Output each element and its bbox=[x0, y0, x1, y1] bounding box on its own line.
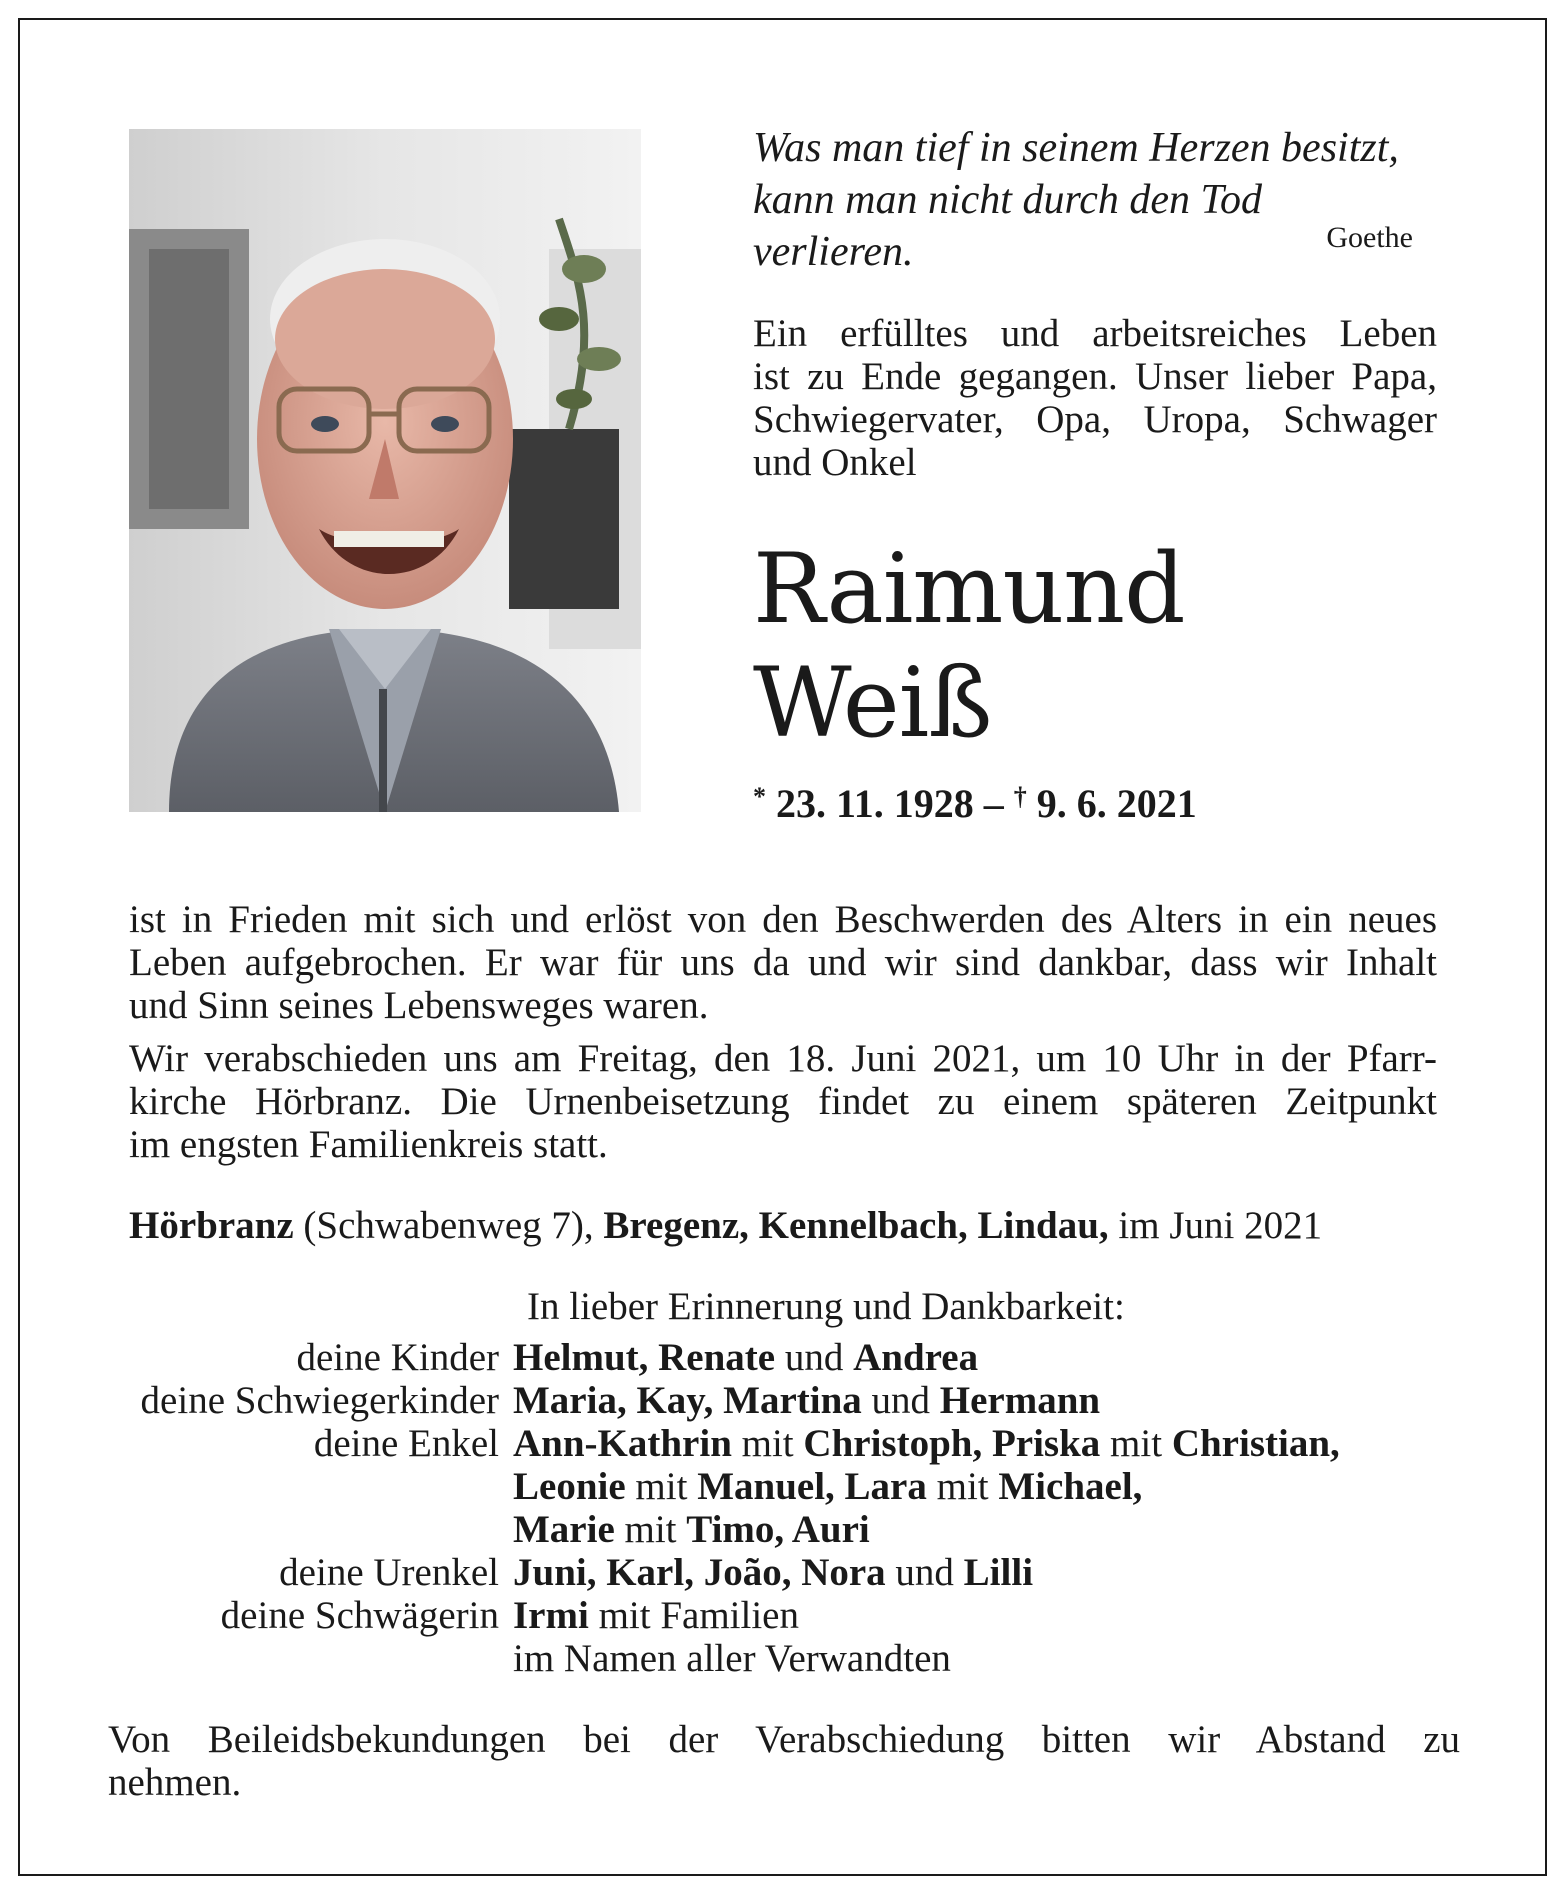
mourners-row-enkel-2 bbox=[90, 1465, 1470, 1508]
intro-line-4: und Onkel bbox=[753, 441, 917, 484]
schwaegerin-name: Irmi bbox=[513, 1594, 589, 1637]
intro-line-3: Schwiegervater, Opa, Uropa, Schwager bbox=[753, 398, 1437, 441]
deceased-name bbox=[753, 532, 1185, 760]
enkel-mit: mit bbox=[1100, 1422, 1172, 1465]
schwaegerin-rest: mit Familien bbox=[588, 1594, 799, 1637]
urenkel-names-b: Lilli bbox=[963, 1551, 1034, 1594]
paragraph-1-line-3: und Sinn seines Lebensweges waren. bbox=[129, 984, 709, 1027]
enkel-name: Timo, Auri bbox=[686, 1508, 870, 1551]
enkel-mit: mit bbox=[614, 1508, 687, 1551]
birth-symbol: * bbox=[753, 782, 766, 811]
urenkel-und: und bbox=[885, 1551, 964, 1594]
first-name: Raimund bbox=[753, 533, 1185, 645]
mourners-row-schwiegerkinder bbox=[90, 1379, 1470, 1422]
closing-note bbox=[108, 1718, 1460, 1804]
place-other-towns: Bregenz, Kennelbach, Lindau, bbox=[603, 1204, 1109, 1247]
urenkel-names-a: Juni, Karl, João, Nora bbox=[513, 1551, 886, 1594]
date-separator: – bbox=[973, 781, 1014, 826]
paragraph-1-line-2: Leben aufgebrochen. Er war für uns da und wir sind dankbar, dass wir Inhalt bbox=[129, 941, 1437, 984]
enkel-name: Christian, bbox=[1171, 1422, 1340, 1465]
birth-date: 23. 11. 1928 bbox=[776, 781, 974, 826]
closing-line-1: Von Beileidsbekundungen bei der Verabschiedung bitten wir Abstand zu bbox=[108, 1718, 1460, 1761]
portrait-photo bbox=[129, 129, 641, 812]
schwiegerkinder-names-b: Hermann bbox=[939, 1379, 1101, 1422]
schwiegerkinder-label: deine Schwiegerkinder bbox=[140, 1379, 499, 1422]
enkel-label: deine Enkel bbox=[313, 1422, 499, 1465]
enkel-mit: mit bbox=[926, 1465, 999, 1508]
quote-line-1: Was man tief in seinem Herzen besitzt, bbox=[753, 125, 1399, 171]
urenkel-label: deine Urenkel bbox=[279, 1551, 499, 1594]
place-address: (Schwabenweg 7), bbox=[293, 1204, 604, 1247]
enkel-name: Christoph, Priska bbox=[803, 1422, 1101, 1465]
paragraph-2-line-1: Wir verabschieden uns am Freitag, den 18. Juni 2021, um 10 Uhr in der Pfarr- bbox=[129, 1037, 1437, 1080]
mourners-row-schwaegerin bbox=[90, 1594, 1470, 1637]
closing-line-2: nehmen. bbox=[108, 1761, 242, 1804]
schwiegerkinder-names-a: Maria, Kay, Martina bbox=[513, 1379, 862, 1422]
mourners-row-kinder bbox=[90, 1336, 1470, 1379]
enkel-name: Manuel, Lara bbox=[697, 1465, 927, 1508]
death-symbol: † bbox=[1013, 782, 1027, 811]
paragraph-2-line-2: kirche Hörbranz. Die Urnenbeisetzung findet zu einem späteren Zeitpunkt bbox=[129, 1080, 1437, 1123]
paragraph-1-line-1: ist in Frieden mit sich und erlöst von den Beschwerden des Alters in ein neues bbox=[129, 898, 1437, 941]
last-name: Weiß bbox=[753, 647, 992, 759]
intro-text bbox=[753, 312, 1437, 484]
intro-line-1: Ein erfülltes und arbeitsreiches Leben bbox=[753, 312, 1437, 355]
kinder-names-a: Helmut, Renate bbox=[513, 1336, 776, 1379]
life-dates bbox=[753, 772, 1197, 829]
mourners-row-enkel-1 bbox=[90, 1422, 1470, 1465]
death-date: 9. 6. 2021 bbox=[1036, 781, 1197, 826]
paragraph-2 bbox=[129, 1037, 1437, 1166]
mourners-row-all-relatives bbox=[90, 1637, 1470, 1680]
place-town: Hörbranz bbox=[129, 1204, 294, 1247]
quote-author: Goethe bbox=[1326, 221, 1413, 254]
enkel-name: Marie bbox=[513, 1508, 615, 1551]
kinder-und: und bbox=[775, 1336, 854, 1379]
place-date-line bbox=[129, 1204, 1437, 1247]
enkel-name: Leonie bbox=[513, 1465, 626, 1508]
paragraph-1 bbox=[129, 898, 1437, 1027]
enkel-name: Ann-Kathrin bbox=[513, 1422, 732, 1465]
quote-line-2: kann man nicht durch den Tod verlieren. bbox=[753, 177, 1263, 275]
enkel-mit: mit bbox=[731, 1422, 804, 1465]
mourners-list bbox=[90, 1336, 1470, 1680]
mourners-row-enkel-3 bbox=[90, 1508, 1470, 1551]
paragraph-2-line-3: im engsten Familienkreis statt. bbox=[129, 1123, 608, 1166]
all-relatives: im Namen aller Verwandten bbox=[513, 1637, 951, 1680]
enkel-name: Michael, bbox=[998, 1465, 1143, 1508]
place-date: im Juni 2021 bbox=[1108, 1204, 1323, 1247]
gratitude-line: In lieber Erinnerung und Dankbarkeit: bbox=[527, 1285, 1125, 1328]
intro-line-2: ist zu Ende gegangen. Unser lieber Papa, bbox=[753, 355, 1437, 398]
schwiegerkinder-und: und bbox=[861, 1379, 940, 1422]
kinder-names-b: Andrea bbox=[853, 1336, 979, 1379]
schwaegerin-label: deine Schwägerin bbox=[220, 1594, 499, 1637]
mourners-row-urenkel bbox=[90, 1551, 1470, 1594]
kinder-label: deine Kinder bbox=[296, 1336, 499, 1379]
enkel-mit: mit bbox=[625, 1465, 698, 1508]
